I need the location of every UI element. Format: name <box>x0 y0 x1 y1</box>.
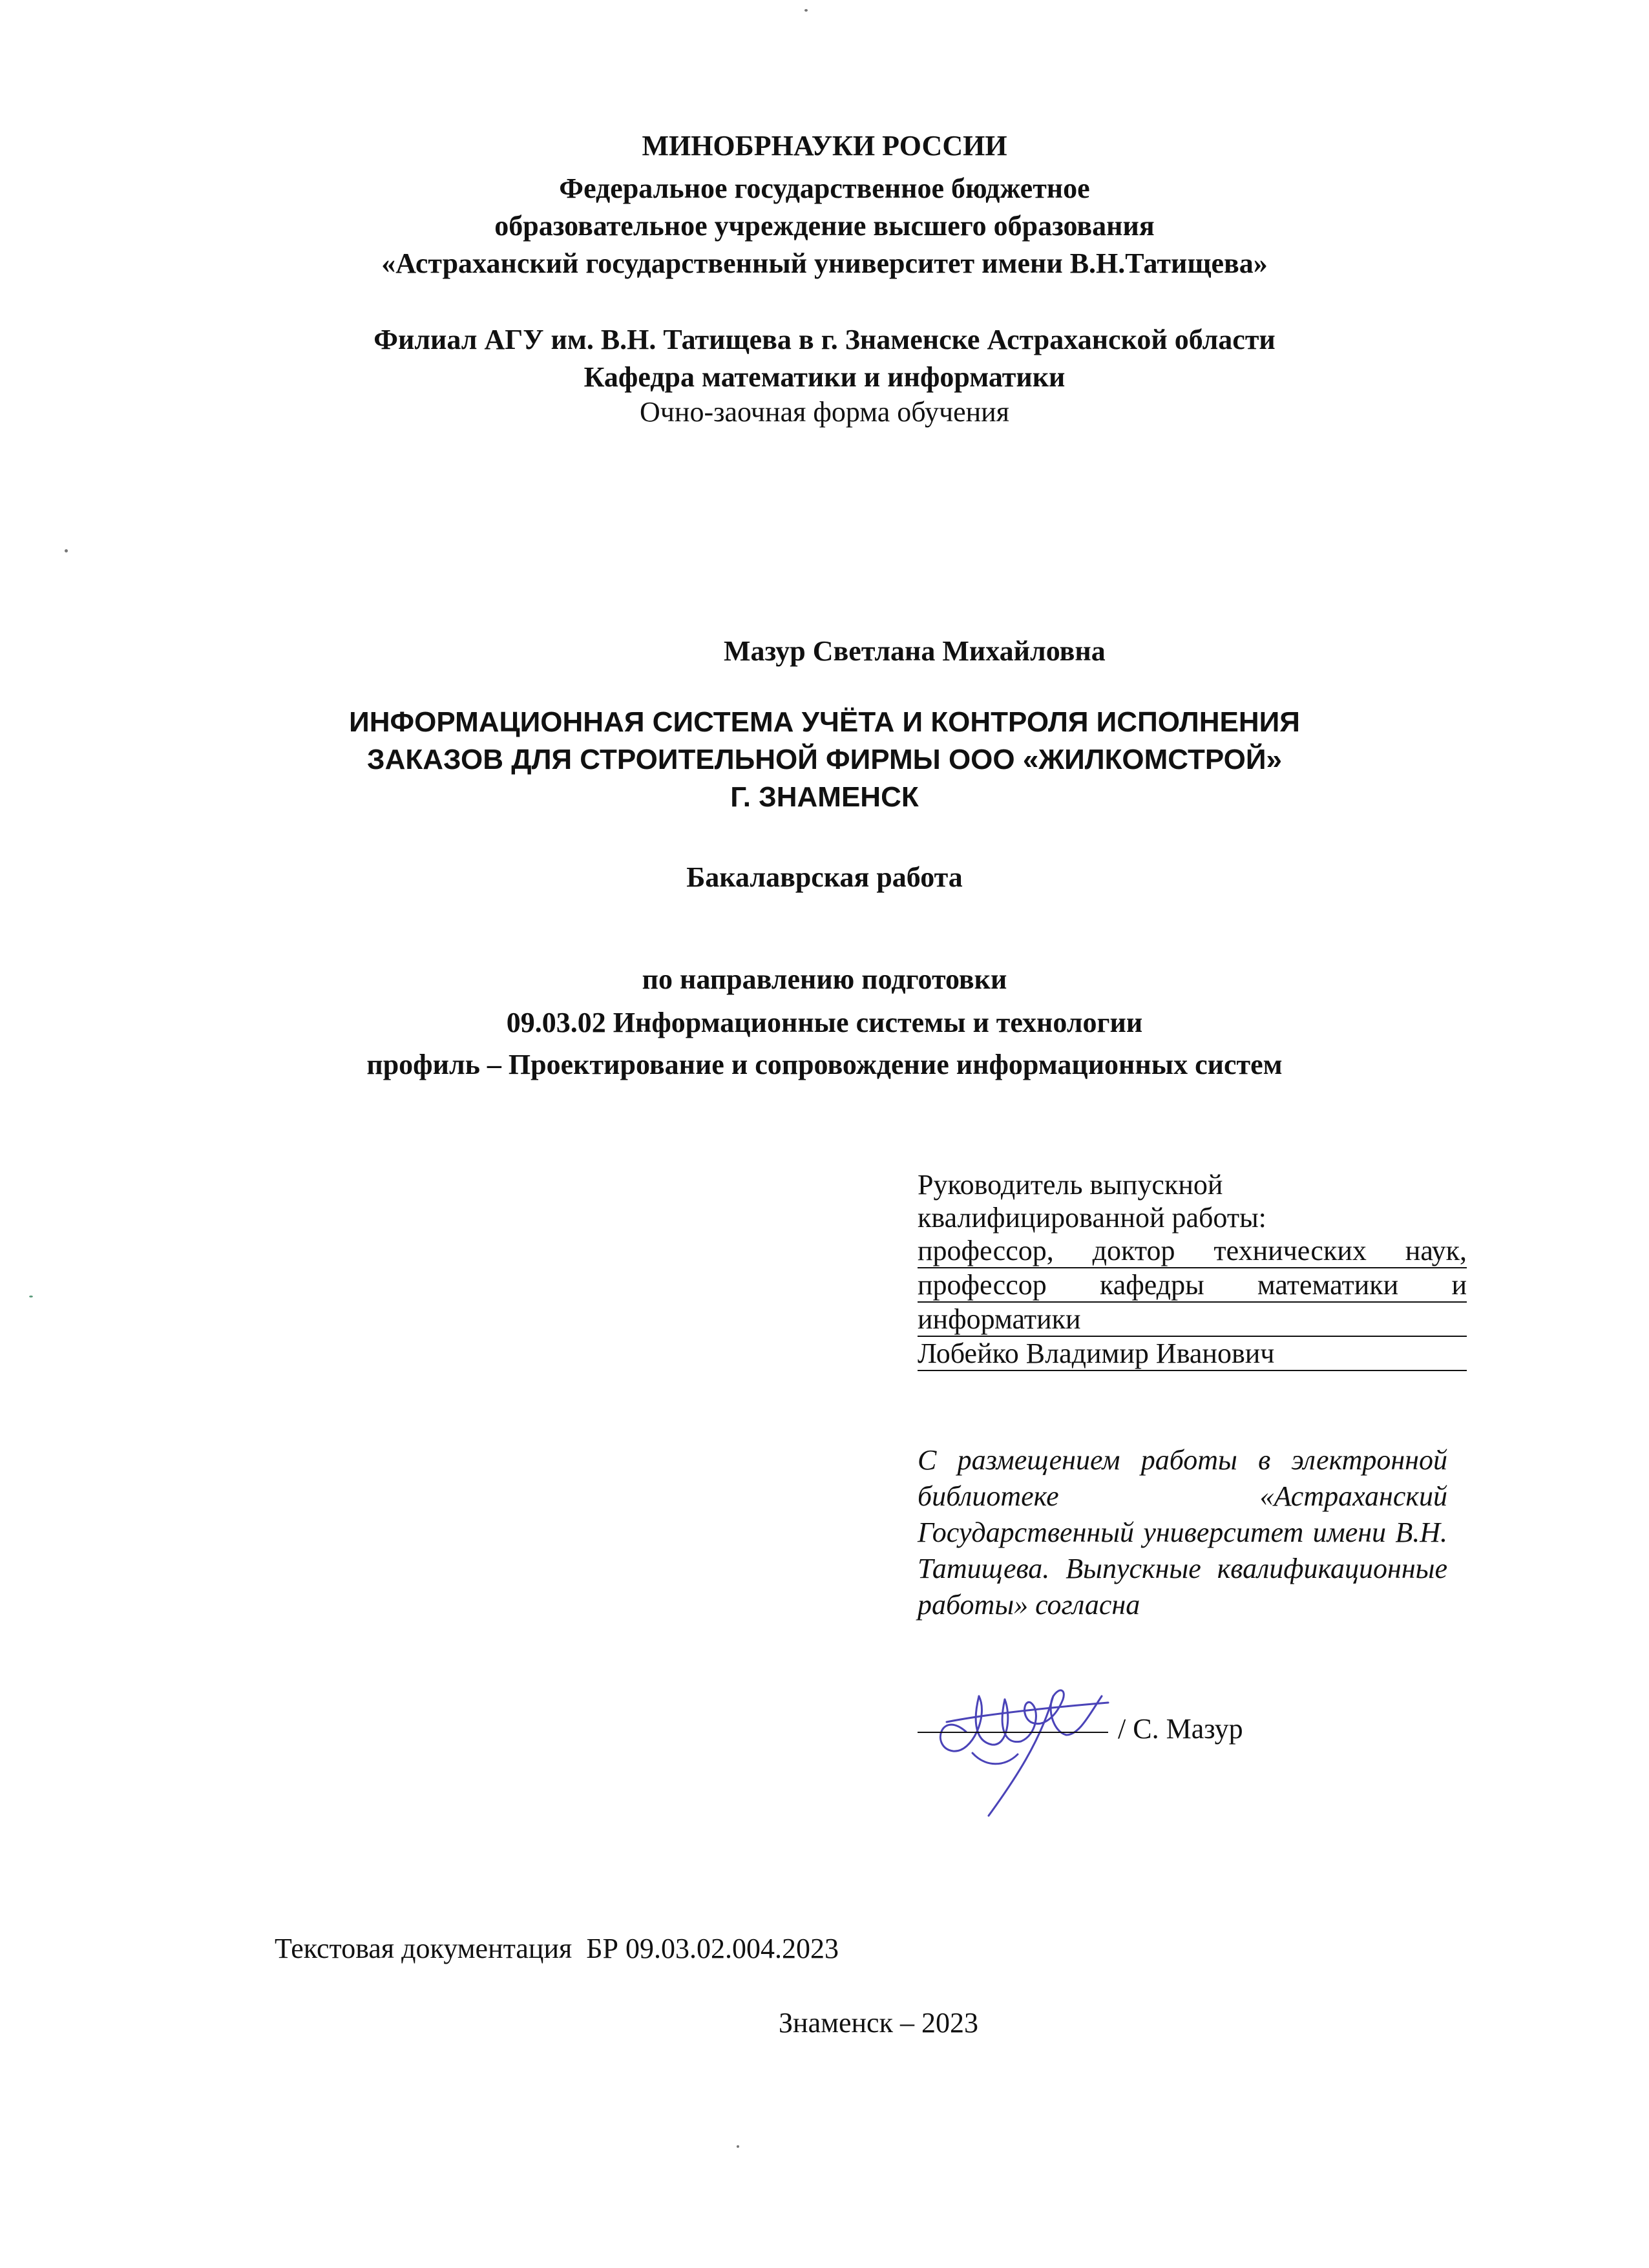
scan-speck <box>29 1296 33 1297</box>
direction-intro: по направлению подготовки <box>642 963 1007 995</box>
supervisor-name: Лобейко Владимир Иванович <box>918 1337 1467 1371</box>
study-form: Очно-заочная форма обучения <box>640 396 1009 428</box>
work-title-line-3: Г. ЗНАМЕНСК <box>730 781 919 813</box>
work-title-line-2: ЗАКАЗОВ ДЛЯ СТРОИТЕЛЬНОЙ ФИРМЫ ООО «ЖИЛКОМСТРОЙ» <box>367 744 1282 775</box>
consent-text: С размещением работы в электронной библиотеке «Астраханский Государственный университет имени В.Н. Татищева. Выпускные квалификационные работы» согласна <box>918 1444 1447 1621</box>
scan-speck <box>737 2145 739 2148</box>
author-name: Мазур Светлана Михайловна <box>724 635 1106 667</box>
scan-speck <box>65 549 68 552</box>
supervisor-label-line-2: квалифицированной работы: <box>918 1202 1266 1234</box>
supervisor-position-line-1: профессор, доктор технических наук, <box>918 1234 1467 1268</box>
supervisor-block <box>918 1168 1467 1371</box>
institution-line-1: Федеральное государственное бюджетное <box>559 173 1090 204</box>
institution-line-2: образовательное учреждение высшего образования <box>494 210 1155 242</box>
text-documentation-code: Текстовая документация БР 09.03.02.004.2023 <box>275 1933 839 1964</box>
signature-line <box>918 1732 1108 1733</box>
department-name: Кафедра математики и информатики <box>583 361 1066 393</box>
branch-name: Филиал АГУ им. В.Н. Татищева в г. Знаменске Астраханской области <box>373 324 1276 355</box>
city-year: Знаменск – 2023 <box>779 2007 978 2039</box>
work-type: Бакалаврская работа <box>686 861 963 893</box>
supervisor-position-line-2: профессор кафедры математики и <box>918 1268 1467 1303</box>
scan-speck <box>804 9 808 12</box>
ministry-heading: МИНОБРНАУКИ РОССИИ <box>642 130 1007 162</box>
signature-image <box>927 1670 1115 1819</box>
supervisor-position-line-3: информатики <box>918 1303 1467 1337</box>
signature-name: / С. Мазур <box>1118 1713 1243 1745</box>
university-name: «Астраханский государственный университет имени В.Н.Татищева» <box>381 247 1268 279</box>
direction-code: 09.03.02 Информационные системы и технологии <box>506 1007 1143 1038</box>
direction-profile: профиль – Проектирование и сопровождение информационных систем <box>366 1049 1283 1080</box>
work-title-line-1: ИНФОРМАЦИОННАЯ СИСТЕМА УЧЁТА И КОНТРОЛЯ ИСПОЛНЕНИЯ <box>349 706 1300 738</box>
supervisor-label-line-1: Руководитель выпускной <box>918 1169 1223 1201</box>
